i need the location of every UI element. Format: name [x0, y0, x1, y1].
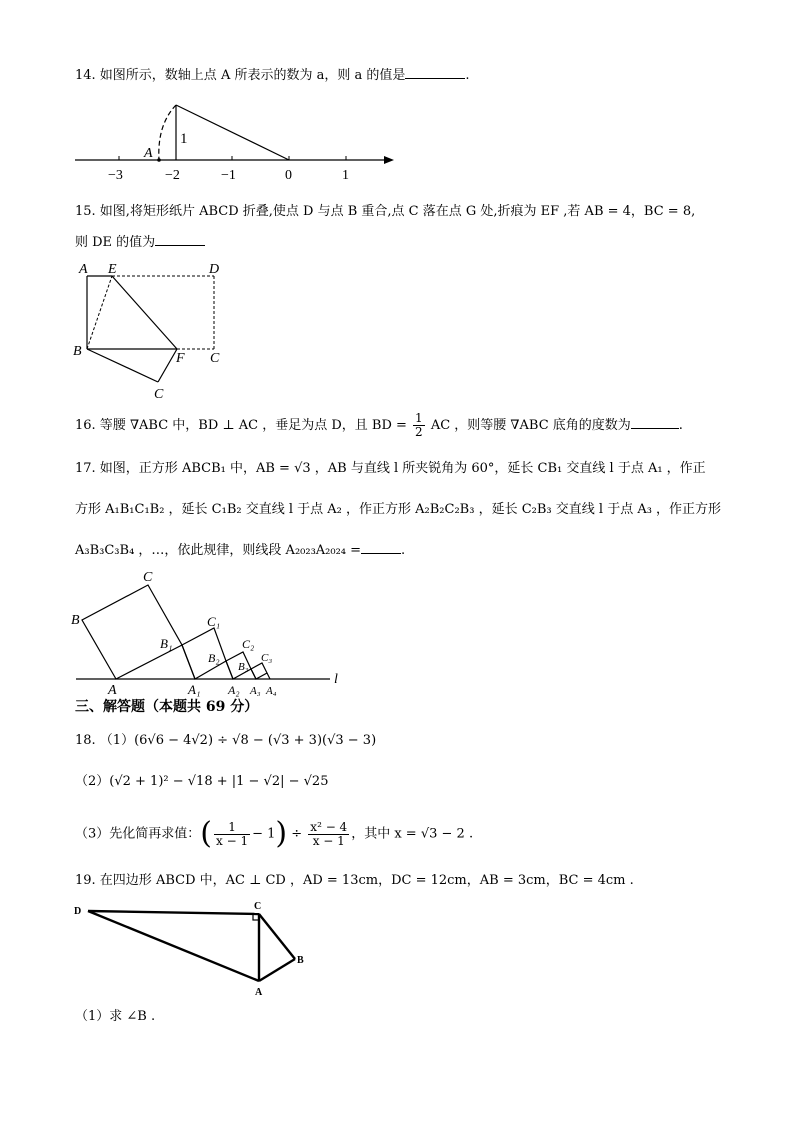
q17-line1: 17. 如图，正方形 ABCB₁ 中，AB = √3 ，AB 与直线 l 所夹锐角为 60°，延长 CB₁ 交直线 l 于点 A₁ ，作正: [75, 461, 706, 476]
label-E: E: [108, 262, 117, 277]
folded-BG: [87, 349, 158, 382]
label-C: C: [143, 570, 153, 585]
left-paren-icon: (: [200, 816, 212, 851]
arc-dashed: [159, 105, 176, 160]
label-height-1: 1: [180, 131, 188, 147]
q17-squares-figure: [68, 568, 358, 700]
point-A-dot: [157, 158, 161, 162]
q14-answer-blank[interactable]: [405, 66, 465, 79]
q18-p3-suffix: ，其中 x = √3 − 2 .: [351, 826, 474, 842]
q15-rectangle-figure: [70, 258, 230, 403]
q18-main-num: x² − 4: [310, 819, 348, 834]
q18-inner-num: 1: [214, 821, 250, 835]
tick-label-minus3: −3: [108, 168, 123, 183]
label-A: A: [144, 146, 153, 161]
label-A1: A₁: [188, 682, 201, 697]
fold-BE-dashed: [87, 276, 112, 349]
segment-BA: [259, 959, 295, 981]
square-A3B3C3B4: [251, 663, 267, 679]
label-C2: C₂: [242, 637, 255, 651]
q18-minus: − 1: [252, 826, 276, 842]
q17-answer-blank[interactable]: [361, 541, 401, 554]
label-D: D: [74, 906, 82, 917]
q16-suffix: AC ，则等腰 ∇ABC 底角的度数为: [430, 418, 631, 433]
crease-EF: [112, 276, 177, 349]
q18-p3-label: （3）先化简再求值：: [75, 826, 201, 842]
q18-div: ÷: [291, 826, 303, 842]
segment-DA: [88, 911, 259, 981]
q19-text: 19. 在四边形 ABCD 中，AC ⊥ CD ，AD = 13cm，DC = 12cm，AB = 3cm，BC = 4cm .: [75, 873, 634, 888]
label-l: l: [334, 672, 338, 687]
q18-inner-den: x − 1: [216, 833, 249, 848]
q15-stem2: 则 DE 的值为: [75, 235, 156, 250]
right-paren-icon: ): [275, 816, 288, 851]
q18-main-den: x − 1: [312, 833, 345, 848]
label-B1: B₁: [160, 636, 173, 651]
q16-end: .: [678, 418, 683, 433]
q18-inner-fraction: [214, 821, 250, 848]
label-C1: C₁: [207, 614, 221, 629]
q17-line2: 方形 A₁B₁C₁B₂ ，延长 C₁B₂ 交直线 l 于点 A₂ ，作正方形 A₂B₂C₂B₃ ，延长 C₂B₃ 交直线 l 于点 A₃ ，作正方形: [75, 502, 722, 517]
label-A4: A₄: [266, 685, 277, 697]
q16-fraction: [413, 412, 425, 439]
q18-part1: 18. （1）(6√6 − 4√2) ÷ √8 − (√3 + 3)(√3 − 3): [75, 733, 377, 748]
q16-answer-blank[interactable]: [631, 416, 679, 429]
q18-part2: （2）(√2 + 1)² − √18 + |1 − √2| − √25: [75, 774, 329, 789]
q15-text-line2: [75, 233, 205, 252]
label-A3: A₃: [250, 685, 261, 697]
square-ABCB1: [82, 585, 182, 679]
label-A: A: [108, 683, 117, 698]
label-C: C: [254, 901, 262, 912]
hypotenuse: [176, 105, 289, 160]
segment-CB: [259, 914, 295, 959]
label-D: D: [209, 262, 220, 277]
tick-label-1: 1: [342, 168, 349, 183]
label-C-right: C: [210, 351, 220, 366]
label-C-folded: C: [154, 387, 164, 402]
segment-DC: [88, 911, 259, 914]
tick-label-minus2: −2: [165, 168, 180, 183]
label-B: B: [73, 344, 82, 359]
number-line-arrow: [384, 156, 394, 164]
tick-label-0: 0: [285, 168, 292, 183]
label-A: A: [255, 987, 263, 998]
q16-text: [75, 412, 683, 439]
label-A2: A₂: [228, 683, 240, 697]
label-B: B: [71, 613, 80, 628]
q19-quadrilateral-figure: [70, 898, 320, 1003]
tick-label-minus1: −1: [221, 168, 236, 183]
label-C3: C₃: [261, 652, 273, 664]
q14-end: .: [465, 68, 470, 83]
label-B: B: [297, 955, 304, 966]
segment-B4A4: [267, 673, 270, 679]
q17-line3: [75, 541, 405, 560]
q16-frac-num: 1: [415, 411, 423, 425]
q15-answer-blank[interactable]: [155, 233, 205, 246]
q19-sub1: （1）求 ∠B .: [75, 1009, 156, 1024]
section3-title: 三、解答题（本题共 69 分）: [75, 699, 259, 715]
label-B2: B₂: [208, 651, 220, 665]
q16-frac-den: 2: [415, 425, 423, 439]
q14-number-line-figure: [70, 95, 410, 185]
q15-text-line1: 15. 如图,将矩形纸片 ABCD 折叠,使点 D 与点 B 重合,点 C 落在点 G 处,折痕为 EF ,若 AB = 4，BC = 8,: [75, 204, 696, 219]
q17-stem3: A₃B₃C₃B₄ ，…，依此规律，则线段 A₂₀₂₃A₂₀₂₄ =: [75, 543, 362, 558]
label-A: A: [79, 262, 88, 277]
q14-text: [75, 66, 470, 85]
q16-prefix: 16. 等腰 ∇ABC 中，BD ⊥ AC ，垂足为点 D，且 BD =: [75, 418, 407, 433]
label-F: F: [176, 351, 185, 366]
q14-stem: 14. 如图所示，数轴上点 A 所表示的数为 a，则 a 的值是: [75, 68, 406, 83]
folded-GF: [158, 349, 177, 382]
q17-end: .: [401, 543, 406, 558]
q18-part3: [75, 814, 473, 855]
q18-main-fraction: [308, 821, 349, 848]
label-B3: B₃: [238, 661, 249, 673]
